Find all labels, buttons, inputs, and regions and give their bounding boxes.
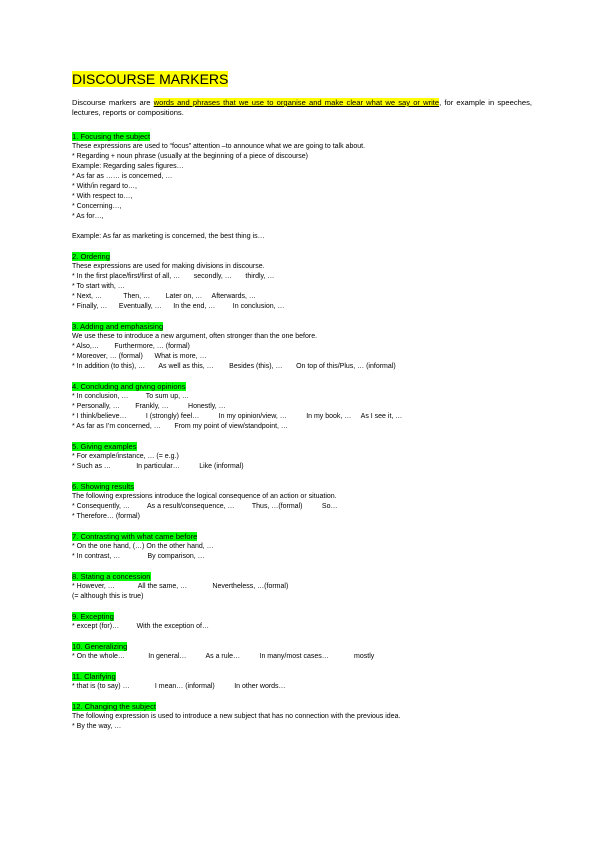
section-title [72, 252, 532, 262]
section-title [72, 642, 532, 652]
section-line: * I think/believe… I (strongly) feel… In my opinion/view, … In my book, … As I see it, … [72, 413, 403, 420]
section-10 [72, 642, 532, 662]
section-line: * As far as I’m concerned, … From my point of view/standpoint, … [72, 423, 288, 430]
section-1 [72, 132, 532, 242]
section-11 [72, 672, 532, 692]
section-line: (= although this is true) [72, 593, 144, 600]
intro-highlight: words and phrases that we use to organise and make clear what we say or write [153, 98, 440, 107]
section-title-text: 8. Stating a concession [72, 572, 151, 581]
section-line: * On the one hand, (…) On the other hand, … [72, 543, 214, 550]
section-line: * In contrast, … By comparison, … [72, 553, 205, 560]
section-12 [72, 702, 532, 732]
section-line [72, 222, 532, 232]
section-title-text: 12. Changing the subject [72, 702, 157, 711]
section-6 [72, 482, 532, 522]
section-line: * Consequently, … As a result/consequence, … Thus, …(formal) So… [72, 503, 338, 510]
section-title [72, 322, 532, 332]
section-title-text: 6. Showing results [72, 482, 135, 491]
section-line: The following expression is used to introduce a new subject that has no connection with the previous idea. [72, 713, 401, 720]
intro-after: , for example in speeches, lectures, reports or compositions. [72, 98, 532, 117]
section-title-text: 7. Contrasting with what came before [72, 532, 198, 541]
section-line: * Therefore… (formal) [72, 513, 140, 520]
section-line: * Finally, … Eventually, … In the end, … In conclusion, … [72, 303, 285, 310]
section-title-text: 10. Generalizing [72, 642, 128, 651]
section-line: * By the way, … [72, 723, 122, 730]
section-title [72, 482, 532, 492]
section-line: * On the whole… In general… As a rule… In many/most cases… mostly [72, 653, 375, 660]
section-title [72, 672, 532, 682]
section-title-text: 9. Excepting [72, 612, 114, 621]
section-8 [72, 572, 532, 602]
section-line: * However, … All the same, … Nevertheless, …(formal) [72, 583, 289, 590]
section-line: We use these to introduce a new argument, often stronger than the one before. [72, 333, 318, 340]
section-line: * Such as … In particular… Like (informal) [72, 463, 244, 470]
section-line: * With/in regard to…, [72, 183, 137, 190]
section-line: * To start with, … [72, 283, 125, 290]
section-line: * Next, … Then, … Later on, … Afterwards, … [72, 293, 256, 300]
section-title [72, 132, 532, 142]
section-line: * For example/instance, … (= e.g.) [72, 453, 179, 460]
section-line: * Personally, … Frankly, … Honestly, … [72, 403, 226, 410]
section-line: * except (for)… With the exception of… [72, 623, 209, 630]
section-line: * As far as …… is concerned, … [72, 173, 173, 180]
section-4 [72, 382, 532, 432]
section-2 [72, 252, 532, 312]
section-line: Example: As far as marketing is concerned, the best thing is… [72, 233, 265, 240]
section-3 [72, 322, 532, 372]
section-title [72, 612, 532, 622]
section-line: * In the first place/first/first of all, … secondly, … thirdly, … [72, 273, 275, 280]
sections-container [72, 132, 532, 732]
section-line: * In conclusion, … To sum up, … [72, 393, 189, 400]
section-line: * that is (to say) … I mean… (informal) In other words… [72, 683, 286, 690]
section-title-text: 1. Focusing the subject [72, 132, 151, 141]
section-title-text: 5. Giving examples [72, 442, 137, 451]
section-9 [72, 612, 532, 632]
section-line: * Concerning…, [72, 203, 122, 210]
intro-paragraph [72, 98, 532, 118]
section-line: Example: Regarding sales figures… [72, 163, 184, 170]
title-text: DISCOURSE MARKERS [72, 71, 229, 87]
section-line: * With respect to…, [72, 193, 133, 200]
document-page [72, 70, 532, 742]
section-title-text: 3. Adding and emphasising [72, 322, 164, 331]
section-5 [72, 442, 532, 472]
section-line: The following expressions introduce the logical consequence of an action or situation. [72, 493, 337, 500]
intro-before: Discourse markers are [72, 98, 154, 107]
section-title-text: 2. Ordering [72, 252, 110, 261]
section-title-text: 11. Clarifying [72, 672, 116, 681]
section-line: * Also,… Furthermore, … (formal) [72, 343, 190, 350]
section-title [72, 382, 532, 392]
section-line: * Regarding + noun phrase (usually at the beginning of a piece of discourse) [72, 153, 309, 160]
section-line: * As for…, [72, 213, 104, 220]
section-line: These expressions are used for making divisions in discourse. [72, 263, 265, 270]
section-title [72, 442, 532, 452]
section-line: * Moreover, … (formal) What is more, … [72, 353, 207, 360]
section-line: * In addition (to this), … As well as this, … Besides (this), … On top of this/Plus, … (informal) [72, 363, 396, 370]
section-title-text: 4. Concluding and giving opinions [72, 382, 186, 391]
section-title [72, 702, 532, 712]
section-line: These expressions are used to “focus” attention –to announce what we are going to talk about. [72, 143, 366, 150]
document-title [72, 70, 532, 88]
section-title [72, 572, 532, 582]
section-title [72, 532, 532, 542]
section-7 [72, 532, 532, 562]
